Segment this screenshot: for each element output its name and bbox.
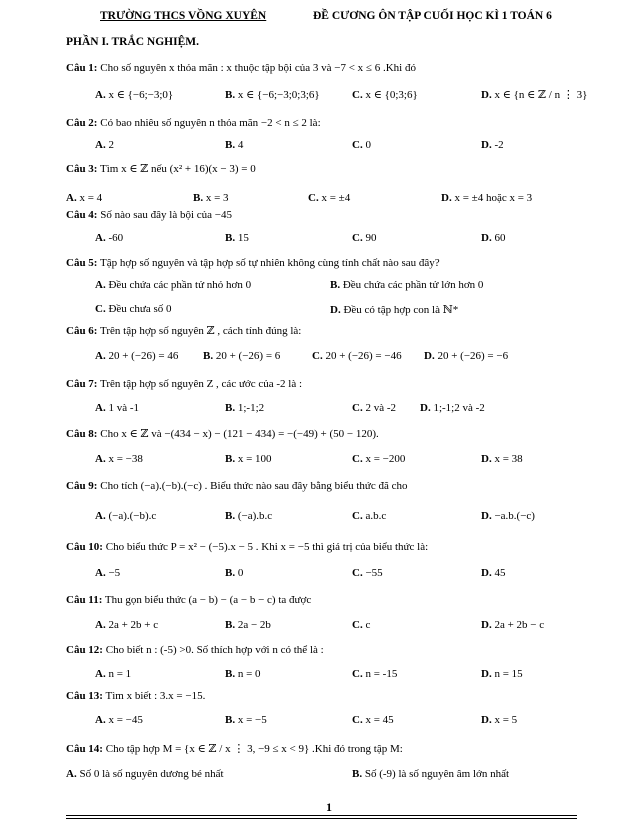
option-letter: B. xyxy=(225,714,238,726)
option-text: -60 xyxy=(108,232,124,244)
question-text: Số nào sau đây là bội của −45 xyxy=(97,209,232,221)
option-letter: D. xyxy=(481,232,495,244)
option-letter: A. xyxy=(95,139,109,151)
option-text: 2a + 2b − c xyxy=(494,619,545,631)
option-text: n = 15 xyxy=(494,668,523,680)
question-label: Câu 6: xyxy=(66,325,98,337)
answer-option xyxy=(481,232,505,244)
answer-option xyxy=(225,453,272,465)
answer-option xyxy=(95,350,178,362)
answer-option xyxy=(225,567,243,579)
option-text: (−a).(−b).c xyxy=(108,510,157,522)
option-text: 60 xyxy=(494,232,506,244)
option-text: 20 + (−26) = 6 xyxy=(215,350,281,362)
answer-option xyxy=(481,619,544,631)
option-letter: B. xyxy=(225,232,238,244)
option-text: 45 xyxy=(494,567,506,579)
option-text: (−a).b.c xyxy=(237,510,273,522)
answer-option xyxy=(95,232,123,244)
option-letter: A. xyxy=(95,232,109,244)
question-text: Trên tập hợp số nguyên Z , các ước của -2 là : xyxy=(97,378,303,390)
question-label: Câu 10: xyxy=(66,541,103,553)
option-text: 20 + (−26) = −46 xyxy=(325,350,402,362)
option-letter: A. xyxy=(95,279,109,291)
question-text: Cho biết n : (-5) >0. Số thích hợp với n có thể là : xyxy=(102,644,324,656)
option-text: 90 xyxy=(365,232,377,244)
question-label: Câu 9: xyxy=(66,480,98,492)
question-9 xyxy=(66,480,408,492)
option-text: x = −38 xyxy=(108,453,143,465)
answer-option xyxy=(95,402,139,414)
answer-option xyxy=(66,768,224,780)
answer-option xyxy=(424,350,508,362)
question-text: Tìm x biết : 3.x = −15. xyxy=(102,690,206,702)
option-text: 2 xyxy=(108,139,114,151)
option-text: x = ±4 xyxy=(321,192,351,204)
option-text: Số (-9) là số nguyên âm lớn nhất xyxy=(364,768,510,780)
option-text: Đều có tập hợp con là ℕ* xyxy=(343,304,459,316)
option-letter: C. xyxy=(308,192,322,204)
option-letter: A. xyxy=(66,768,80,780)
option-letter: C. xyxy=(312,350,326,362)
option-text: x ∈ {−6;−3;0} xyxy=(108,89,174,101)
question-label: Câu 13: xyxy=(66,690,103,702)
answer-option xyxy=(330,279,483,291)
option-letter: C. xyxy=(352,453,366,465)
answer-option xyxy=(420,402,485,414)
option-text: n = 1 xyxy=(108,668,132,680)
page-number: 1 xyxy=(326,800,332,814)
answer-option xyxy=(95,510,156,522)
option-letter: B. xyxy=(225,139,238,151)
question-label: Câu 12: xyxy=(66,644,103,656)
option-letter: C. xyxy=(352,668,366,680)
question-5 xyxy=(66,257,440,269)
question-text: Cho tập hợp M = {x ∈ ℤ / x ⋮ 3, −9 ≤ x < 9} .Khi đó trong tập M: xyxy=(102,743,403,755)
option-text: 2a − 2b xyxy=(237,619,271,631)
answer-option xyxy=(95,619,158,631)
option-letter: B. xyxy=(225,567,238,579)
answer-option xyxy=(481,88,587,101)
option-letter: D. xyxy=(441,192,455,204)
question-text: Thu gọn biểu thức (a − b) − (a − b − c) ta được xyxy=(102,594,312,606)
option-letter: B. xyxy=(352,768,365,780)
answer-option xyxy=(225,139,243,151)
option-letter: D. xyxy=(481,510,495,522)
option-letter: B. xyxy=(225,402,238,414)
answer-option xyxy=(352,402,396,414)
option-letter: D. xyxy=(420,402,434,414)
option-letter: B. xyxy=(225,510,238,522)
option-letter: D. xyxy=(481,714,495,726)
question-10 xyxy=(66,541,428,553)
footer-rule xyxy=(66,815,577,816)
option-letter: C. xyxy=(352,139,366,151)
option-text: x = −45 xyxy=(108,714,143,726)
option-text: x = 3 xyxy=(205,192,229,204)
answer-option xyxy=(225,88,320,101)
section-heading: PHẦN I. TRẮC NGHIỆM. xyxy=(66,36,200,48)
option-letter: D. xyxy=(481,668,495,680)
answer-option xyxy=(225,619,271,631)
option-text: c xyxy=(365,619,371,631)
answer-option xyxy=(352,668,397,680)
answer-option xyxy=(481,714,517,726)
answer-option xyxy=(352,714,394,726)
question-8 xyxy=(66,427,379,440)
option-letter: B. xyxy=(225,89,238,101)
option-letter: D. xyxy=(330,304,344,316)
option-letter: A. xyxy=(95,619,109,631)
option-letter: C. xyxy=(352,232,366,244)
option-letter: D. xyxy=(424,350,438,362)
option-text: Đều chứa các phần tử nhỏ hơn 0 xyxy=(108,279,252,291)
option-letter: B. xyxy=(225,453,238,465)
option-letter: A. xyxy=(95,567,109,579)
question-1 xyxy=(66,62,416,74)
question-text: Cho biểu thức P = x² − (−5).x − 5 . Khi x = −5 thì giá trị của biểu thức là: xyxy=(102,541,429,553)
option-letter: D. xyxy=(481,453,495,465)
answer-option xyxy=(352,232,376,244)
option-text: x = 100 xyxy=(237,453,272,465)
answer-option xyxy=(225,714,267,726)
answer-option xyxy=(225,402,264,414)
answer-option xyxy=(481,139,504,151)
answer-option xyxy=(225,510,272,522)
option-letter: C. xyxy=(352,714,366,726)
option-text: x ∈ {0;3;6} xyxy=(365,89,418,101)
option-letter: C. xyxy=(352,402,366,414)
question-label: Câu 1: xyxy=(66,62,98,74)
option-letter: B. xyxy=(203,350,216,362)
option-letter: B. xyxy=(193,192,206,204)
option-letter: A. xyxy=(95,402,109,414)
answer-option xyxy=(193,192,229,204)
answer-option xyxy=(95,567,120,579)
question-label: Câu 8: xyxy=(66,428,98,440)
answer-option xyxy=(352,619,370,631)
answer-option xyxy=(95,668,131,680)
option-text: 15 xyxy=(237,232,249,244)
option-text: −a.b.(−c) xyxy=(494,510,535,522)
answer-option xyxy=(352,139,371,151)
option-text: −55 xyxy=(365,567,383,579)
option-text: x = ±4 hoặc x = 3 xyxy=(454,192,533,204)
option-letter: A. xyxy=(95,668,109,680)
question-11 xyxy=(66,594,311,606)
question-6 xyxy=(66,324,301,337)
option-text: x = 5 xyxy=(494,714,518,726)
option-text: 1 và -1 xyxy=(108,402,139,414)
option-text: 2 và -2 xyxy=(365,402,396,414)
option-letter: B. xyxy=(330,279,343,291)
question-label: Câu 14: xyxy=(66,743,103,755)
option-text: -2 xyxy=(494,139,504,151)
answer-option xyxy=(481,453,523,465)
answer-option xyxy=(225,232,249,244)
option-letter: C. xyxy=(95,303,109,315)
option-text: 4 xyxy=(237,139,244,151)
option-letter: D. xyxy=(481,619,495,631)
question-13 xyxy=(66,690,205,702)
question-text: Tìm x ∈ ℤ nếu (x² + 16)(x − 3) = 0 xyxy=(97,163,256,175)
option-letter: D. xyxy=(481,89,495,101)
answer-option xyxy=(352,88,418,101)
answer-option xyxy=(312,350,402,362)
question-text: Cho x ∈ ℤ và −(434 − x) − (121 − 434) = −(−49) + (50 − 120). xyxy=(97,428,379,440)
answer-option xyxy=(308,192,350,204)
answer-option xyxy=(352,510,386,522)
option-text: Số 0 là số nguyên dương bé nhất xyxy=(79,768,224,780)
option-letter: A. xyxy=(95,510,109,522)
question-label: Câu 11: xyxy=(66,594,103,606)
question-3 xyxy=(66,162,256,175)
option-text: 20 + (−26) = −6 xyxy=(437,350,509,362)
option-text: x = −200 xyxy=(365,453,406,465)
answer-option xyxy=(95,88,173,101)
option-text: n = -15 xyxy=(365,668,398,680)
option-letter: A. xyxy=(95,89,109,101)
question-label: Câu 2: xyxy=(66,117,98,129)
answer-option xyxy=(95,714,143,726)
option-text: 0 xyxy=(365,139,371,151)
answer-option xyxy=(352,567,383,579)
question-label: Câu 5: xyxy=(66,257,98,269)
option-text: Đều chứa các phần tử lớn hơn 0 xyxy=(342,279,484,291)
document-title: ĐỀ CƯƠNG ÔN TẬP CUỐI HỌC KÌ 1 TOÁN 6 xyxy=(313,10,552,22)
option-letter: C. xyxy=(352,89,366,101)
option-letter: D. xyxy=(481,139,495,151)
option-text: 0 xyxy=(237,567,244,579)
question-7 xyxy=(66,378,302,390)
question-label: Câu 3: xyxy=(66,163,98,175)
answer-option xyxy=(225,668,261,680)
answer-option xyxy=(481,510,535,522)
option-text: 2a + 2b + c xyxy=(108,619,159,631)
question-text: Có bao nhiêu số nguyên n thỏa mãn −2 < n ≤ 2 là: xyxy=(97,117,321,129)
option-letter: C. xyxy=(352,619,366,631)
answer-option xyxy=(352,768,509,780)
option-text: a.b.c xyxy=(365,510,387,522)
answer-option xyxy=(95,303,172,315)
option-text: 1;-1;2 xyxy=(237,402,265,414)
answer-option xyxy=(95,453,143,465)
option-letter: B. xyxy=(225,619,238,631)
footer-rule-thin xyxy=(66,818,577,819)
question-text: Tập hợp số nguyên và tập hợp số tự nhiên không cùng tính chất nào sau đây? xyxy=(97,257,440,269)
question-2 xyxy=(66,117,321,129)
question-label: Câu 4: xyxy=(66,209,98,221)
answer-option xyxy=(441,192,532,204)
option-letter: D. xyxy=(481,567,495,579)
question-text: Cho số nguyên x thỏa mãn : x thuộc tập bội của 3 và −7 < x ≤ 6 .Khi đó xyxy=(97,62,416,74)
answer-option xyxy=(481,668,523,680)
answer-option xyxy=(352,453,405,465)
answer-option xyxy=(330,303,458,316)
option-text: 1;-1;2 và -2 xyxy=(433,402,485,414)
option-text: x = 45 xyxy=(365,714,394,726)
option-letter: A. xyxy=(95,453,109,465)
question-4 xyxy=(66,209,232,221)
option-letter: A. xyxy=(95,350,109,362)
option-letter: B. xyxy=(225,668,238,680)
option-letter: C. xyxy=(352,567,366,579)
option-letter: A. xyxy=(95,714,109,726)
option-text: Đều chưa số 0 xyxy=(108,303,172,315)
answer-option xyxy=(95,139,114,151)
option-letter: A. xyxy=(66,192,80,204)
answer-option xyxy=(95,279,251,291)
option-text: x = 38 xyxy=(494,453,523,465)
question-14 xyxy=(66,742,403,755)
question-text: Cho tích (−a).(−b).(−c) . Biểu thức nào sau đây bằng biểu thức đã cho xyxy=(97,480,408,492)
option-text: x ∈ {n ∈ ℤ / n ⋮ 3} xyxy=(494,89,588,101)
answer-option xyxy=(481,567,505,579)
option-text: n = 0 xyxy=(237,668,261,680)
school-name: TRƯỜNG THCS VỒNG XUYÊN xyxy=(100,10,267,22)
option-text: 20 + (−26) = 46 xyxy=(108,350,179,362)
option-text: x ∈ {−6;−3;0;3;6} xyxy=(237,89,320,101)
question-12 xyxy=(66,644,324,656)
question-text: Trên tập hợp số nguyên ℤ , cách tính đúng là: xyxy=(97,325,302,337)
answer-option xyxy=(203,350,280,362)
option-text: x = 4 xyxy=(79,192,103,204)
option-text: −5 xyxy=(108,567,121,579)
option-letter: C. xyxy=(352,510,366,522)
answer-option xyxy=(66,192,102,204)
question-label: Câu 7: xyxy=(66,378,98,390)
option-text: x = −5 xyxy=(237,714,267,726)
